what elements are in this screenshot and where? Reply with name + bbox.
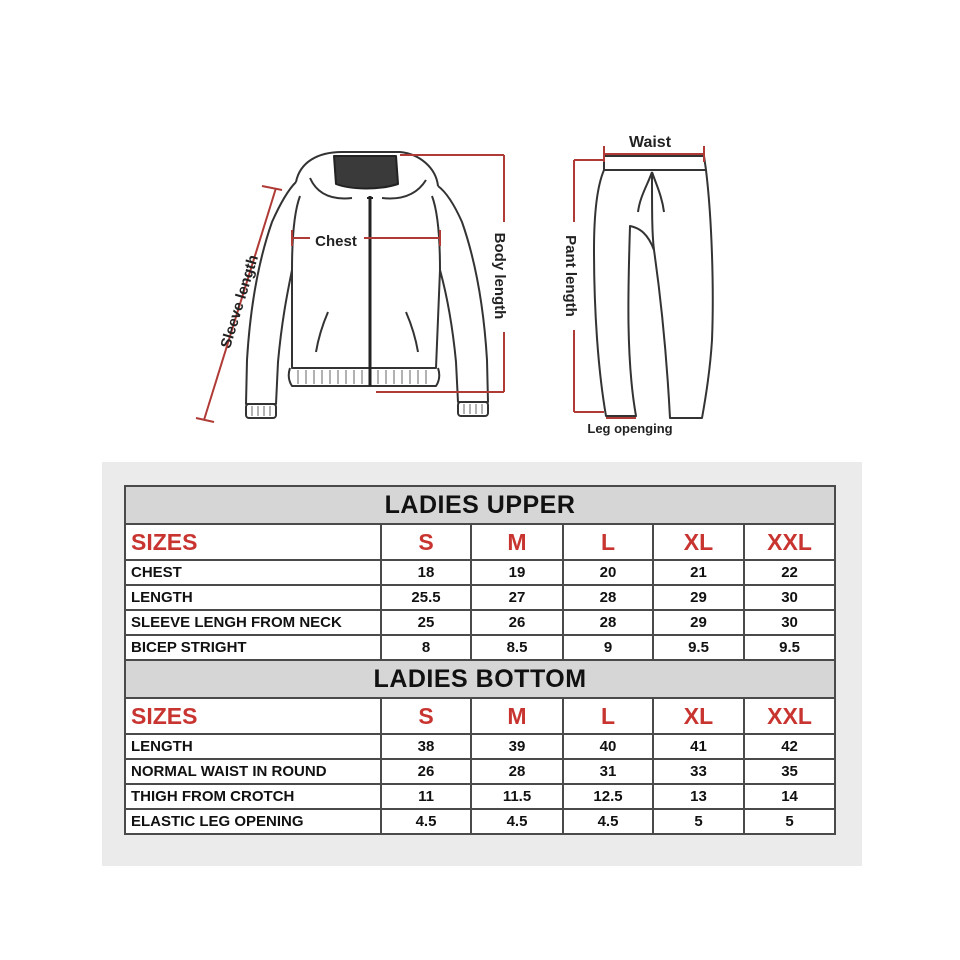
upper-size-xxl: XXL xyxy=(744,524,835,560)
row-label: CHEST xyxy=(125,560,381,585)
cell-value: 31 xyxy=(563,759,653,784)
cell-value: 38 xyxy=(381,734,471,759)
upper-row-length xyxy=(125,585,835,610)
cell-value: 28 xyxy=(471,759,563,784)
row-label: SLEEVE LENGH FROM NECK xyxy=(125,610,381,635)
cell-value: 4.5 xyxy=(563,809,653,834)
bottom-size-xl: XL xyxy=(653,698,744,734)
bottom-title-row xyxy=(125,660,835,698)
cell-value: 40 xyxy=(563,734,653,759)
cell-value: 39 xyxy=(471,734,563,759)
cell-value: 25 xyxy=(381,610,471,635)
upper-sizes-row xyxy=(125,524,835,560)
cell-value: 22 xyxy=(744,560,835,585)
upper-size-m: M xyxy=(471,524,563,560)
cell-value: 25.5 xyxy=(381,585,471,610)
cell-value: 12.5 xyxy=(563,784,653,809)
upper-size-l: L xyxy=(563,524,653,560)
cell-value: 9.5 xyxy=(744,635,835,660)
row-label: LENGTH xyxy=(125,734,381,759)
cell-value: 30 xyxy=(744,585,835,610)
cell-value: 13 xyxy=(653,784,744,809)
bottom-row-length xyxy=(125,734,835,759)
cell-value: 35 xyxy=(744,759,835,784)
bottom-sizes-row xyxy=(125,698,835,734)
cell-value: 18 xyxy=(381,560,471,585)
upper-row-bicep xyxy=(125,635,835,660)
upper-title: LADIES UPPER xyxy=(125,486,835,524)
row-label: ELASTIC LEG OPENING xyxy=(125,809,381,834)
cell-value: 19 xyxy=(471,560,563,585)
cell-value: 26 xyxy=(381,759,471,784)
cell-value: 11 xyxy=(381,784,471,809)
row-label: NORMAL WAIST IN ROUND xyxy=(125,759,381,784)
cell-value: 5 xyxy=(653,809,744,834)
bottom-size-l: L xyxy=(563,698,653,734)
bottom-row-leg-opening xyxy=(125,809,835,834)
cell-value: 9.5 xyxy=(653,635,744,660)
bottom-row-waist xyxy=(125,759,835,784)
pant-length-label: Pant length xyxy=(562,235,579,317)
cell-value: 27 xyxy=(471,585,563,610)
bottom-row-thigh xyxy=(125,784,835,809)
cell-value: 8.5 xyxy=(471,635,563,660)
cell-value: 41 xyxy=(653,734,744,759)
upper-sizes-label: SIZES xyxy=(125,524,381,560)
cell-value: 9 xyxy=(563,635,653,660)
upper-row-chest xyxy=(125,560,835,585)
cell-value: 11.5 xyxy=(471,784,563,809)
jacket-illustration xyxy=(246,152,488,418)
cell-value: 28 xyxy=(563,585,653,610)
pants-illustration xyxy=(594,156,713,418)
upper-title-row xyxy=(125,486,835,524)
cell-value: 20 xyxy=(563,560,653,585)
row-label: BICEP STRIGHT xyxy=(125,635,381,660)
cell-value: 28 xyxy=(563,610,653,635)
waist-label: Waist xyxy=(628,134,672,151)
upper-row-sleeve xyxy=(125,610,835,635)
cell-value: 33 xyxy=(653,759,744,784)
upper-size-xl: XL xyxy=(653,524,744,560)
body-length-label: Body length xyxy=(491,232,508,320)
row-label: THIGH FROM CROTCH xyxy=(125,784,381,809)
bottom-size-xxl: XXL xyxy=(744,698,835,734)
size-chart-table xyxy=(124,485,836,835)
cell-value: 30 xyxy=(744,610,835,635)
cell-value: 26 xyxy=(471,610,563,635)
cell-value: 21 xyxy=(653,560,744,585)
row-label: LENGTH xyxy=(125,585,381,610)
bottom-sizes-label: SIZES xyxy=(125,698,381,734)
chest-label: Chest xyxy=(315,233,357,250)
leg-opening-label: Leg openging xyxy=(587,421,673,436)
bottom-size-s: S xyxy=(381,698,471,734)
cell-value: 4.5 xyxy=(381,809,471,834)
bottom-title: LADIES BOTTOM xyxy=(125,660,835,698)
upper-size-s: S xyxy=(381,524,471,560)
cell-value: 42 xyxy=(744,734,835,759)
cell-value: 8 xyxy=(381,635,471,660)
cell-value: 29 xyxy=(653,585,744,610)
cell-value: 5 xyxy=(744,809,835,834)
cell-value: 4.5 xyxy=(471,809,563,834)
garment-diagram xyxy=(0,0,960,460)
cell-value: 14 xyxy=(744,784,835,809)
sleeve-length-label: Sleeve length xyxy=(217,252,262,351)
bottom-size-m: M xyxy=(471,698,563,734)
cell-value: 29 xyxy=(653,610,744,635)
